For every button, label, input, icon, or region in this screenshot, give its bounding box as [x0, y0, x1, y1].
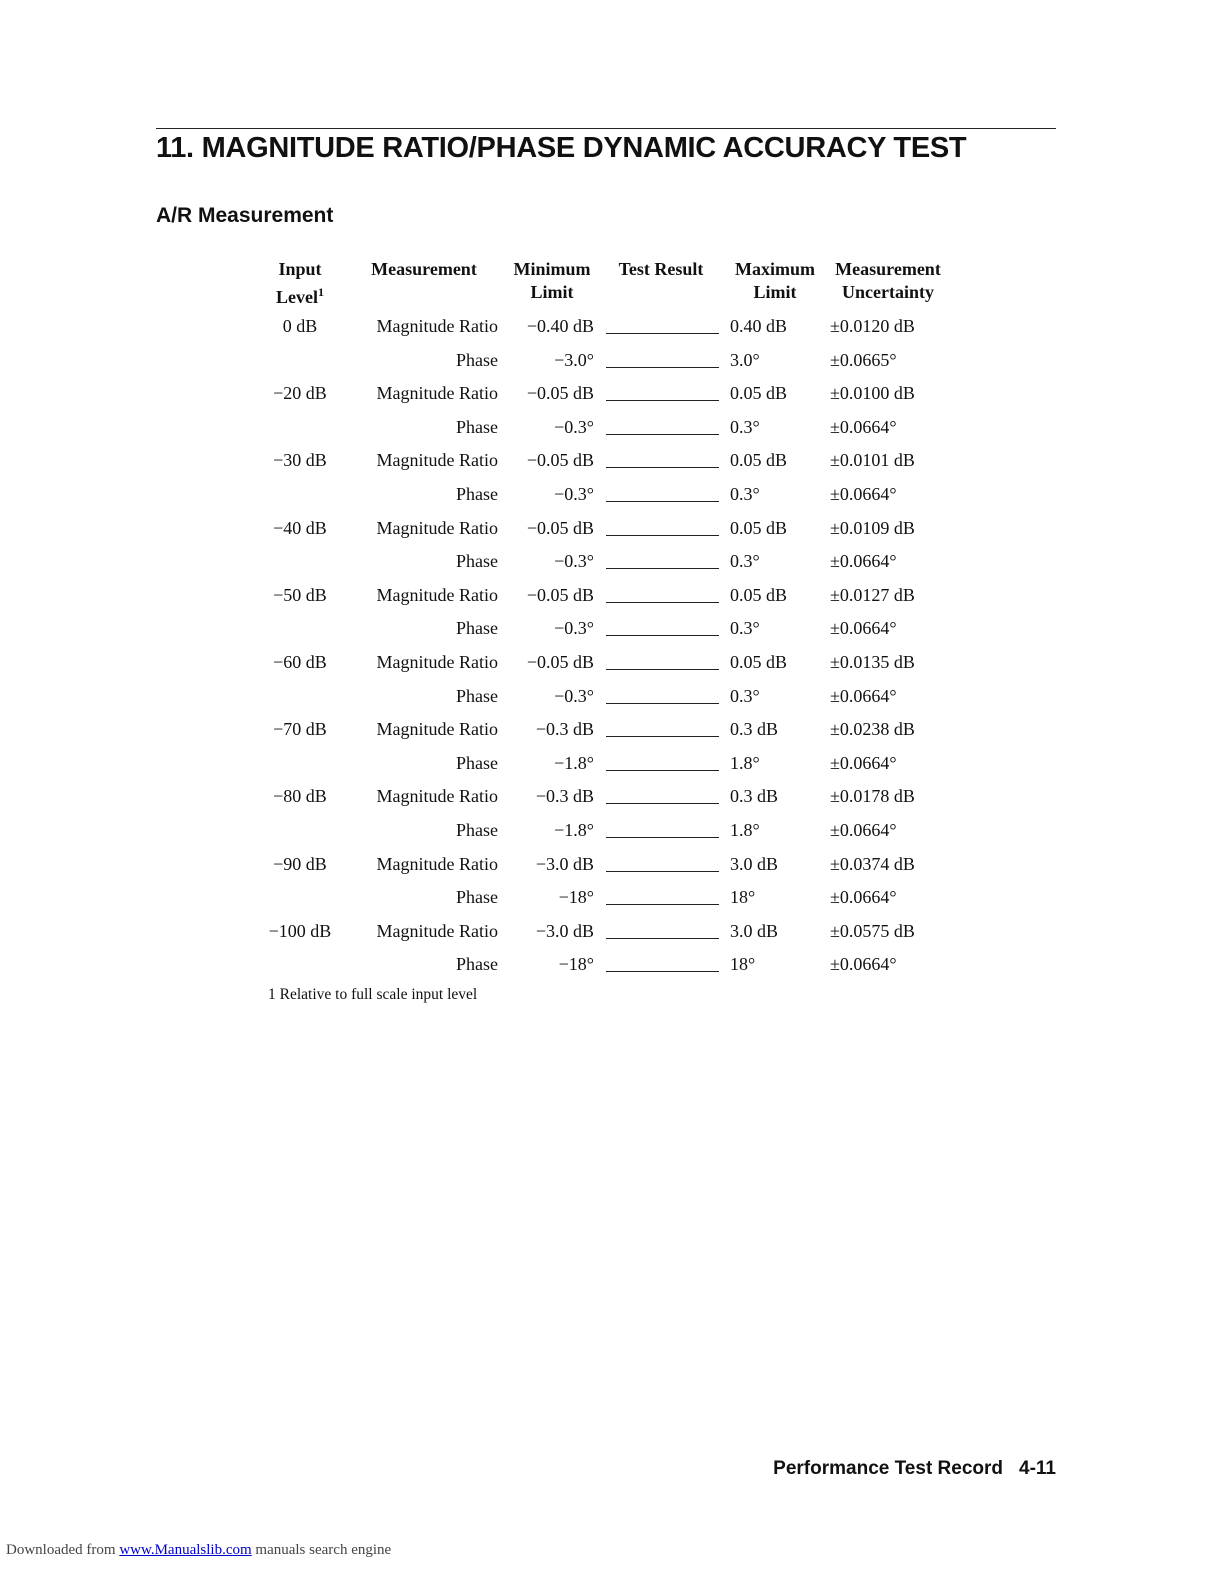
test-result-blank[interactable]	[606, 904, 719, 905]
cell-input-level: −30 dB	[273, 450, 327, 471]
cell-uncertainty: ±0.0664°	[830, 484, 897, 504]
section-heading: A/R Measurement	[156, 204, 334, 227]
cell-minimum-limit: −0.3 dB	[535, 786, 594, 807]
cell-maximum-limit: 1.8°	[730, 820, 760, 840]
test-result-blank[interactable]	[606, 333, 719, 334]
cell-uncertainty: ±0.0101 dB	[830, 450, 915, 471]
cell-uncertainty: ±0.0664°	[830, 820, 897, 840]
cell-measurement: Magnitude Ratio	[376, 450, 498, 471]
cell-measurement: Magnitude Ratio	[376, 517, 498, 538]
cell-uncertainty: ±0.0178 dB	[830, 786, 915, 807]
cell-measurement: Phase	[456, 416, 498, 437]
cell-uncertainty: ±0.0127 dB	[830, 584, 915, 605]
header-minimum-limit: Minimum Limit	[513, 259, 591, 302]
test-result-blank[interactable]	[606, 803, 719, 804]
cell-maximum-limit: 0.3°	[730, 618, 760, 639]
cell-minimum-limit: −0.05 dB	[526, 584, 594, 605]
test-result-blank[interactable]	[606, 736, 719, 737]
cell-measurement: Phase	[456, 551, 498, 572]
cell-maximum-limit: 0.3°	[730, 685, 760, 706]
cell-measurement: Magnitude Ratio	[376, 786, 498, 807]
cell-minimum-limit: −3.0 dB	[535, 853, 594, 874]
cell-measurement: Magnitude Ratio	[376, 584, 498, 605]
cell-minimum-limit: −18°	[558, 887, 594, 908]
cell-uncertainty: ±0.0120 dB	[830, 316, 915, 336]
cell-uncertainty: ±0.0374 dB	[830, 853, 915, 874]
cell-minimum-limit: −0.05 dB	[526, 652, 594, 672]
test-result-blank[interactable]	[606, 467, 719, 468]
cell-input-level: 0 dB	[282, 316, 318, 336]
test-result-blank[interactable]	[606, 971, 719, 972]
cell-measurement: Phase	[456, 618, 498, 639]
test-result-blank[interactable]	[606, 434, 719, 435]
cell-minimum-limit: −0.3 dB	[535, 719, 594, 740]
download-banner	[6, 1542, 391, 1559]
cell-input-level: −40 dB	[273, 517, 327, 538]
footer-section-name: Performance Test Record	[773, 1458, 1004, 1479]
cell-minimum-limit: −1.8°	[554, 820, 594, 840]
cell-minimum-limit: −0.3°	[554, 484, 594, 504]
cell-measurement: Magnitude Ratio	[376, 316, 498, 336]
cell-uncertainty: ±0.0664°	[830, 618, 897, 639]
cell-maximum-limit: 0.3 dB	[730, 719, 779, 740]
cell-measurement: Magnitude Ratio	[376, 652, 498, 672]
cell-uncertainty: ±0.0100 dB	[830, 383, 915, 404]
cell-uncertainty: ±0.0135 dB	[830, 652, 915, 672]
cell-input-level: −80 dB	[273, 786, 327, 807]
cell-measurement: Phase	[456, 954, 498, 975]
cell-minimum-limit: −0.3°	[554, 416, 594, 437]
cell-measurement: Phase	[456, 685, 498, 706]
cell-uncertainty: ±0.0664°	[830, 887, 897, 908]
cell-measurement: Magnitude Ratio	[376, 920, 498, 941]
cell-maximum-limit: 1.8°	[730, 752, 760, 773]
test-result-blank[interactable]	[606, 837, 719, 838]
test-result-blank[interactable]	[606, 703, 719, 704]
test-result-blank[interactable]	[606, 568, 719, 569]
cell-measurement: Magnitude Ratio	[376, 719, 498, 740]
cell-minimum-limit: −3.0°	[554, 349, 594, 370]
cell-measurement: Magnitude Ratio	[376, 383, 498, 404]
cell-maximum-limit: 0.3 dB	[730, 786, 779, 807]
cell-maximum-limit: 3.0°	[730, 349, 760, 370]
download-prefix: Downloaded from	[6, 1542, 116, 1558]
cell-maximum-limit: 0.3°	[730, 416, 760, 437]
cell-uncertainty: ±0.0664°	[830, 752, 897, 773]
cell-minimum-limit: −0.05 dB	[526, 517, 594, 538]
cell-maximum-limit: 0.05 dB	[730, 584, 788, 605]
page-title: 11. MAGNITUDE RATIO/PHASE DYNAMIC ACCURACY TEST	[156, 132, 967, 164]
cell-minimum-limit: −0.05 dB	[526, 450, 594, 471]
cell-input-level: −50 dB	[273, 584, 327, 605]
cell-uncertainty: ±0.0664°	[830, 551, 897, 572]
test-result-blank[interactable]	[606, 669, 719, 670]
cell-input-level: −60 dB	[273, 652, 327, 672]
test-result-blank[interactable]	[606, 635, 719, 636]
test-result-blank[interactable]	[606, 367, 719, 368]
test-result-blank[interactable]	[606, 501, 719, 502]
cell-measurement: Phase	[456, 820, 498, 840]
cell-minimum-limit: −0.3°	[554, 685, 594, 706]
cell-maximum-limit: 3.0 dB	[730, 853, 779, 874]
header-rule	[156, 128, 1056, 129]
header-test-result: Test Result	[618, 259, 704, 279]
cell-uncertainty: ±0.0664°	[830, 954, 897, 975]
cell-minimum-limit: −18°	[558, 954, 594, 975]
cell-maximum-limit: 0.05 dB	[730, 517, 788, 538]
cell-maximum-limit: 0.40 dB	[730, 316, 788, 336]
header-input-level: Input Level$^1$	[276, 259, 324, 307]
cell-uncertainty: ±0.0664°	[830, 416, 897, 437]
cell-uncertainty: ±0.0238 dB	[830, 719, 915, 740]
cell-minimum-limit: −0.3°	[554, 551, 594, 572]
cell-maximum-limit: 18°	[730, 954, 756, 975]
page-number: 4-11	[1019, 1458, 1056, 1479]
table-footnote: 1 Relative to full scale input level	[268, 986, 478, 1003]
cell-uncertainty: ±0.0109 dB	[830, 517, 915, 538]
download-suffix: manuals search engine	[255, 1542, 392, 1558]
cell-maximum-limit: 0.05 dB	[730, 383, 788, 404]
cell-uncertainty: ±0.0664°	[830, 685, 897, 706]
cell-maximum-limit: 0.05 dB	[730, 652, 788, 672]
test-result-blank[interactable]	[606, 535, 719, 536]
test-result-blank[interactable]	[606, 938, 719, 939]
cell-measurement: Phase	[456, 484, 498, 504]
cell-minimum-limit: −0.3°	[554, 618, 594, 639]
header-maximum-limit: Maximum Limit	[735, 259, 815, 302]
cell-measurement: Phase	[456, 887, 498, 908]
cell-minimum-limit: −1.8°	[554, 752, 594, 773]
cell-maximum-limit: 3.0 dB	[730, 920, 779, 941]
cell-measurement: Phase	[456, 752, 498, 773]
cell-minimum-limit: −3.0 dB	[535, 920, 594, 941]
cell-input-level: −70 dB	[273, 719, 327, 740]
cell-uncertainty: ±0.0665°	[830, 349, 897, 370]
test-result-blank[interactable]	[606, 400, 719, 401]
test-result-blank[interactable]	[606, 602, 719, 603]
cell-minimum-limit: −0.40 dB	[526, 316, 594, 336]
cell-measurement: Magnitude Ratio	[376, 853, 498, 874]
cell-input-level: −100 dB	[268, 920, 332, 941]
cell-minimum-limit: −0.05 dB	[526, 383, 594, 404]
cell-input-level: −20 dB	[273, 383, 327, 404]
header-measurement: Measurement	[371, 259, 477, 279]
test-result-blank[interactable]	[606, 871, 719, 872]
cell-maximum-limit: 0.3°	[730, 551, 760, 572]
cell-maximum-limit: 0.3°	[730, 484, 760, 504]
manualslib-link[interactable]: www.Manualslib.com	[119, 1542, 252, 1558]
header-measurement-uncertainty: Measurement Uncertainty	[835, 259, 941, 302]
cell-maximum-limit: 0.05 dB	[730, 450, 788, 471]
test-result-blank[interactable]	[606, 770, 719, 771]
cell-maximum-limit: 18°	[730, 887, 756, 908]
cell-input-level: −90 dB	[273, 853, 327, 874]
cell-measurement: Phase	[456, 349, 498, 370]
cell-uncertainty: ±0.0575 dB	[830, 920, 915, 941]
page-footer	[773, 1458, 1056, 1480]
